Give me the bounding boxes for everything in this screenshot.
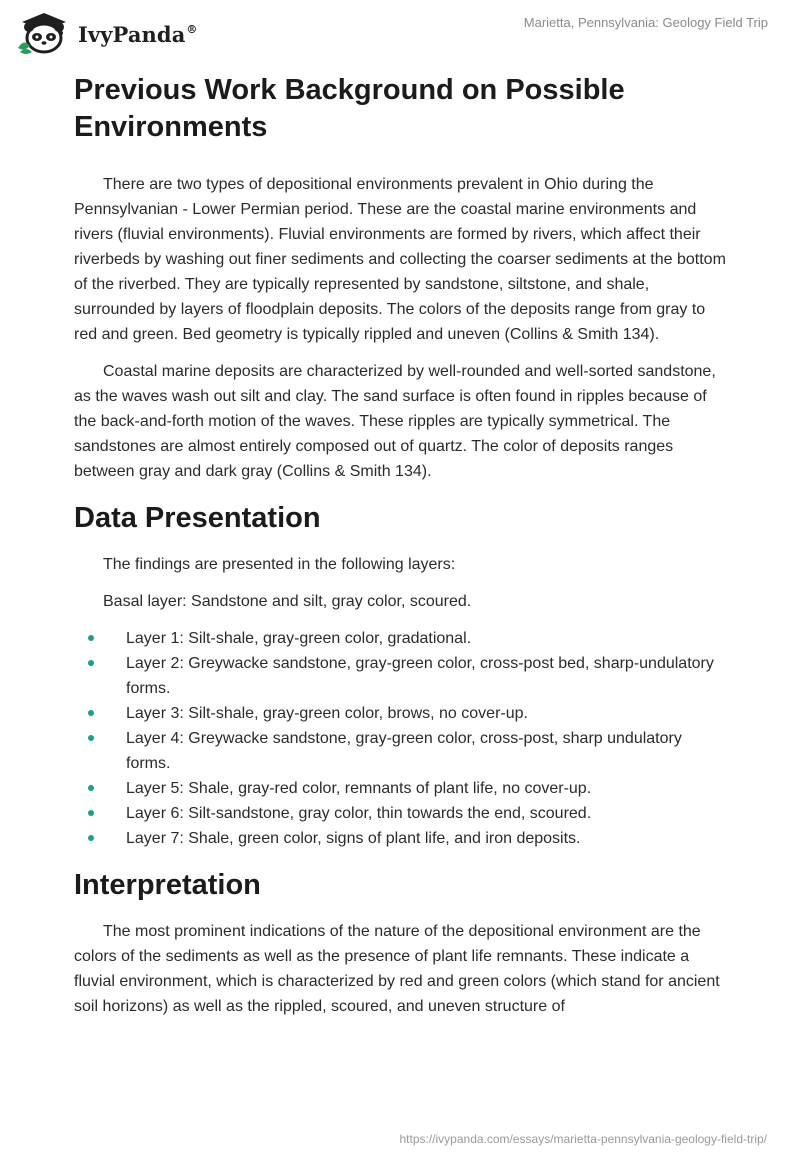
- paragraph: Basal layer: Sandstone and silt, gray color, scoured.: [103, 593, 472, 610]
- bullet-icon: [88, 635, 94, 641]
- bullet-icon: [88, 710, 94, 716]
- article-body: [74, 72, 730, 1019]
- paragraph: The most prominent indications of the nature of the depositional environment are the colors of the sediments as well as the presence of plant life remnants. These indicate a fluvial environment, which is characterized by red and green colors (which stand for ancient soil horizons) as well as the rippled, scoured, and uneven structure of: [74, 923, 720, 1015]
- list-item: Layer 4: Greywacke sandstone, gray-green color, cross-post, sharp undulatory forms.: [126, 726, 730, 776]
- section-heading-interpretation: Interpretation: [74, 869, 261, 901]
- paragraph: There are two types of depositional environments prevalent in Ohio during the Pennsylvanian - Lower Permian period. These are the coastal marine environments and rivers (fluvial environments). Fluvial environments are formed by rivers, which affect their riverbeds by washing out finer sediments and collecting the coarser sediments at the bottom of the riverbed. They are typically represented by sandstone, siltstone, and shale, surrounded by layers of floodplain deposits. The colors of the deposits range from gray to red and green. Bed geometry is typically rippled and uneven (Collins & Smith 134).: [74, 176, 726, 343]
- bullet-icon: [88, 660, 94, 666]
- section-heading-data-presentation: Data Presentation: [74, 502, 321, 534]
- section-heading-background: Previous Work Background on Possible Environments: [74, 74, 625, 143]
- source-url-link[interactable]: https://ivypanda.com/essays/marietta-pennsylvania-geology-field-trip/: [399, 1132, 767, 1146]
- list-item: Layer 7: Shale, green color, signs of plant life, and iron deposits.: [126, 826, 730, 851]
- bullet-icon: [88, 810, 94, 816]
- list-item: Layer 3: Silt-shale, gray-green color, brows, no cover-up.: [126, 701, 730, 726]
- paragraph: Coastal marine deposits are characterized by well-rounded and well-sorted sandstone, as the waves wash out silt and clay. The sand surface is often found in ripples because of the back-and-forth motion of the waves. These ripples are typically symmetrical. The sandstones are almost entirely composed out of quartz. The color of deposits ranges between gray and dark gray (Collins & Smith 134).: [74, 363, 716, 480]
- brand-name: IvyPanda®: [78, 21, 198, 47]
- panda-logo-icon: [14, 8, 74, 56]
- registered-mark: ®: [186, 22, 198, 36]
- layer-list: [74, 626, 730, 851]
- list-item: Layer 2: Greywacke sandstone, gray-green color, cross-post bed, sharp-undulatory forms.: [126, 651, 730, 701]
- list-item: Layer 6: Silt-sandstone, gray color, thin towards the end, scoured.: [126, 801, 730, 826]
- bullet-icon: [88, 735, 94, 741]
- paragraph: The findings are presented in the following layers:: [103, 556, 456, 573]
- list-item: Layer 1: Silt-shale, gray-green color, gradational.: [126, 626, 730, 651]
- bullet-icon: [88, 835, 94, 841]
- ivypanda-logo[interactable]: [14, 8, 198, 56]
- bullet-icon: [88, 785, 94, 791]
- document-title: Marietta, Pennsylvania: Geology Field Trip: [523, 15, 768, 30]
- list-item: Layer 5: Shale, gray-red color, remnants of plant life, no cover-up.: [126, 776, 730, 801]
- page-header: [0, 0, 800, 70]
